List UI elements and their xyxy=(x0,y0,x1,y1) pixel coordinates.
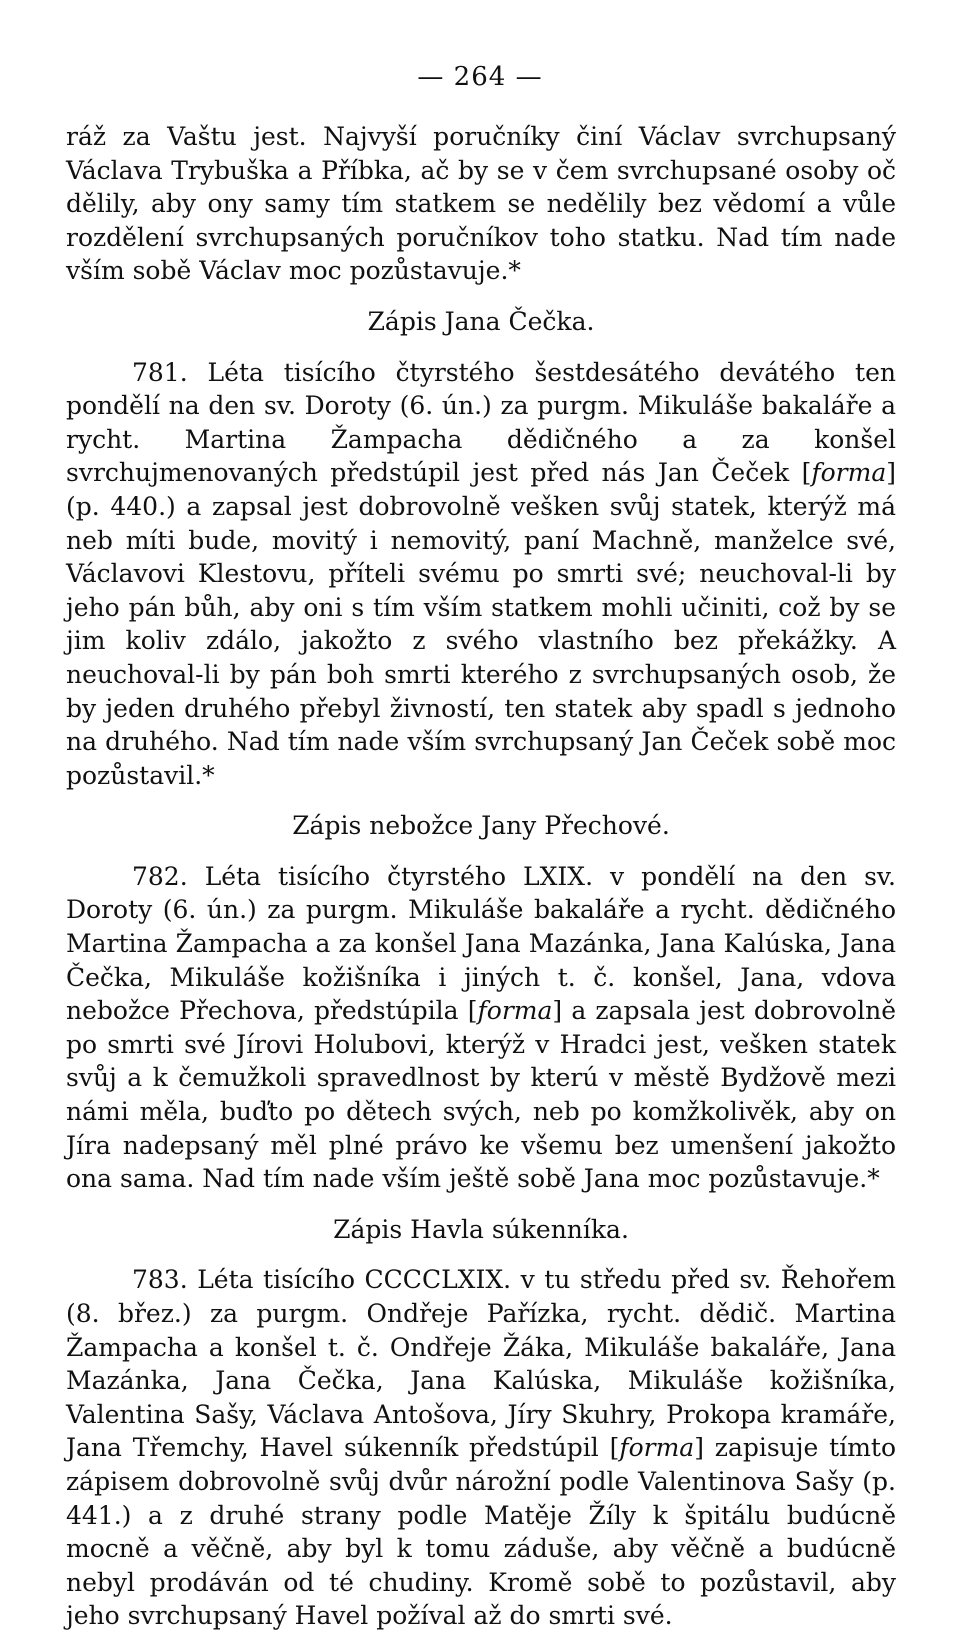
entry-heading-781: Zápis Jana Čečka. xyxy=(367,306,595,336)
forma-mark: forma xyxy=(619,1433,695,1463)
entry-text: Léta tisícího čtyrstého LXIX. v pondělí na den sv. Doroty (6. ún.) za purgm. Mikuláše bakaláře a rycht. dědičného Martina Žampacha a za konšel Jana Mazánka, Jana Kalúska, Jana Čečka, Mikuláše kožišníka i jiných t. č. konšel, Jana, vdova nebožce Přechova, předstúpila [ xyxy=(66,861,896,1026)
entry-number: 781. xyxy=(132,357,188,387)
entry-heading-783: Zápis Havla súkenníka. xyxy=(333,1214,629,1244)
entry-number: 783. xyxy=(132,1265,188,1295)
entry-782 xyxy=(66,860,896,1196)
page-number: — 264 — xyxy=(417,62,543,92)
entry-783 xyxy=(66,1263,896,1633)
entry-text: Léta tisícího CCCCLXIX. v tu středu před sv. Řehořem (8. břez.) za purgm. Ondřeje Pařízka, rycht. dědič. Martina Žampacha a konšel t. č. Ondřeje Žáka, Mikuláše bakaláře, Jana Mazánka, Jana Čečka, Jana Kalúska, Mikuláše kožišníka, Valentina Sašy, Václava Antošova, Jíry Skuhry, Prokopa kramáře, Jana Třemchy, Havel súkenník předstúpil [ xyxy=(66,1265,896,1463)
entry-text: Léta tisícího čtyrstého šestdesátého devátého ten pondělí na den sv. Doroty (6. ún.) za purgm. Mikuláše bakaláře a rycht. Martina Žampacha dědičného a za konšel svrchujmenovaných předstúpil jest před nás Jan Čeček [ xyxy=(66,357,896,488)
forma-mark: forma xyxy=(477,996,553,1026)
body-text xyxy=(66,120,896,1633)
entry-text: ] zapisuje tímto zápisem dobrovolně svůj dvůr nárožní podle Valentinova Sašy (p. 441.) a z druhé strany podle Matěje Žíly k špitálu budúcně mocně a věčně, aby byl k tomu záduše, aby věčně a budúcně nebyl prodáván od té chudiny. Kromě sobě to pozůstavil, aby jeho svrchupsaný Havel požíval až do smrti své. xyxy=(66,1433,897,1631)
forma-mark: forma xyxy=(811,458,887,488)
paragraph-continuation: ráž za Vaštu jest. Najvyší poručníky činí Václav svrchupsaný Václava Trybuška a Příbka, ač by se v čem svrchupsané osoby oč dělily, aby ony samy tím statkem se nedělily bez vědomí a vůle rozdělení svrchupsaných poručníkov toho statku. Nad tím nade vším sobě Václav moc pozůstavuje.* xyxy=(66,122,896,286)
entry-number: 782. xyxy=(132,861,188,891)
entry-text: ] a zapsala jest dobrovolně po smrti své Jírovi Holubovi, kterýž v Hradci jest, vešken statek svůj a k čemužkoli spravedlnost by kterú v městě Bydžově mezi námi měla, buďto po dětech svých, neb po komžkolivěk, aby on Jíra nadepsaný měl plné právo ke všemu bez umenšení jakožto ona sama. Nad tím nade vším ještě sobě Jana moc pozůstavuje.* xyxy=(66,996,896,1194)
entry-text: ] (p. 440.) a zapsal jest dobrovolně vešken svůj statek, kterýž má neb míti bude, movitý i nemovitý, paní Machně, manželce své, Václavovi Klestovu, příteli svému po smrti své; neuchoval-li by jeho pán bůh, aby oni s tím vším statkem mohli učiniti, což by se jim koliv zdálo, jakožto z svého vlastního bez překážky. A neuchoval-li by pán boh smrti kterého z svrchupsaných osob, že by jeden druhého přebyl živností, ten statek aby spadl s jednoho na druhého. Nad tím nade vším svrchupsaný Jan Čeček sobě moc pozůstavil.* xyxy=(66,458,896,790)
entry-781 xyxy=(66,356,896,793)
entry-heading-782: Zápis nebožce Jany Přechové. xyxy=(292,811,670,841)
